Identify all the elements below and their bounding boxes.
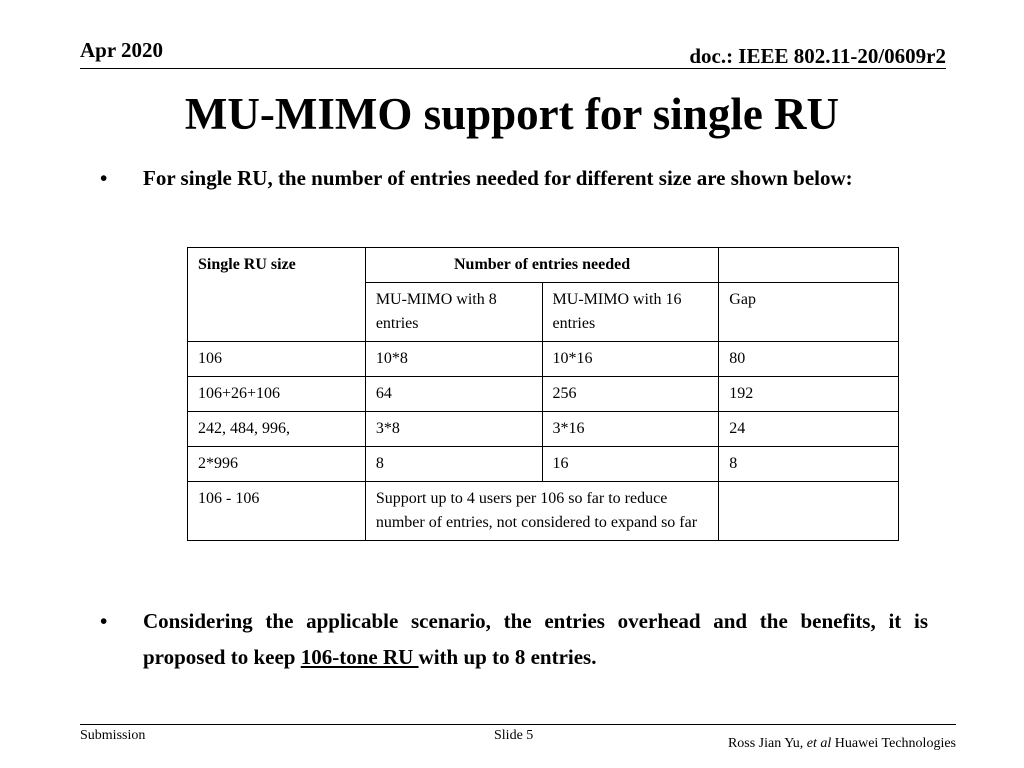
bullet-intro-text: For single RU, the number of entries needed for different size are shown below:: [143, 166, 853, 190]
cell-ru-size: 106+26+106: [188, 377, 366, 412]
footer-author-org: Huawei Technologies: [831, 736, 956, 751]
header-entries-needed: Number of entries needed: [365, 248, 718, 283]
subheader-mu-mimo-8: MU-MIMO with 8 entries: [365, 283, 542, 342]
subheader-gap: Gap: [719, 283, 899, 342]
cell-ru-size: 242, 484, 996,: [188, 412, 366, 447]
header-date: Apr 2020: [80, 38, 164, 62]
cell-entries-8: 8: [365, 447, 542, 482]
cell-gap: 8: [719, 447, 899, 482]
bullet-marker: •: [100, 166, 108, 190]
cell-entries-8: 3*8: [365, 412, 542, 447]
cell-ru-size: 2*996: [188, 447, 366, 482]
bullet-marker: •: [100, 609, 108, 633]
table-row: [188, 412, 899, 447]
cell-entries-16: 256: [542, 377, 719, 412]
proposal-underlined-term: 106-tone RU: [300, 645, 419, 669]
cell-gap: 24: [719, 412, 899, 447]
bullet-proposal-text: [143, 603, 928, 675]
bullet-intro: [100, 160, 928, 196]
header-empty-cell: [719, 248, 899, 283]
table-row: [188, 447, 899, 482]
cell-gap: 192: [719, 377, 899, 412]
table-header-row: [188, 248, 899, 283]
cell-entries-8: 10*8: [365, 342, 542, 377]
cell-entries-16: 16: [542, 447, 719, 482]
cell-ru-size: 106 - 106: [188, 482, 366, 541]
footer-slide-number: Slide 5: [494, 728, 534, 743]
footer-divider: [80, 724, 956, 725]
header-doc-id: doc.: IEEE 802.11-20/0609r2: [689, 44, 946, 68]
footer-author-etal: et al: [806, 736, 832, 751]
cell-empty: [719, 482, 899, 541]
cell-entries-16: 3*16: [542, 412, 719, 447]
header-ru-size: Single RU size: [188, 248, 366, 342]
proposal-text-tail: with up to 8 entries.: [418, 645, 597, 669]
subheader-mu-mimo-16: MU-MIMO with 16 entries: [542, 283, 719, 342]
table-row: [188, 482, 899, 541]
footer-author-name: Ross Jian Yu,: [727, 736, 807, 751]
cell-ru-size: 106: [188, 342, 366, 377]
proposal-text-lead: Considering the applicable scenario, the entries overhead and the benefits, it is proposed to keep: [143, 609, 928, 669]
table-row: [188, 342, 899, 377]
cell-entries-8: 64: [365, 377, 542, 412]
cell-entries-16: 10*16: [542, 342, 719, 377]
cell-gap: 80: [719, 342, 899, 377]
footer-author: [728, 736, 956, 752]
cell-note: Support up to 4 users per 106 so far to reduce number of entries, not considered to expand so far: [365, 482, 718, 541]
slide-title: MU-MIMO support for single RU: [184, 89, 840, 139]
bullet-proposal: [100, 603, 928, 675]
entries-table: [187, 247, 899, 541]
table-row: [188, 377, 899, 412]
header-divider: [80, 68, 946, 69]
footer-submission: Submission: [80, 728, 146, 743]
